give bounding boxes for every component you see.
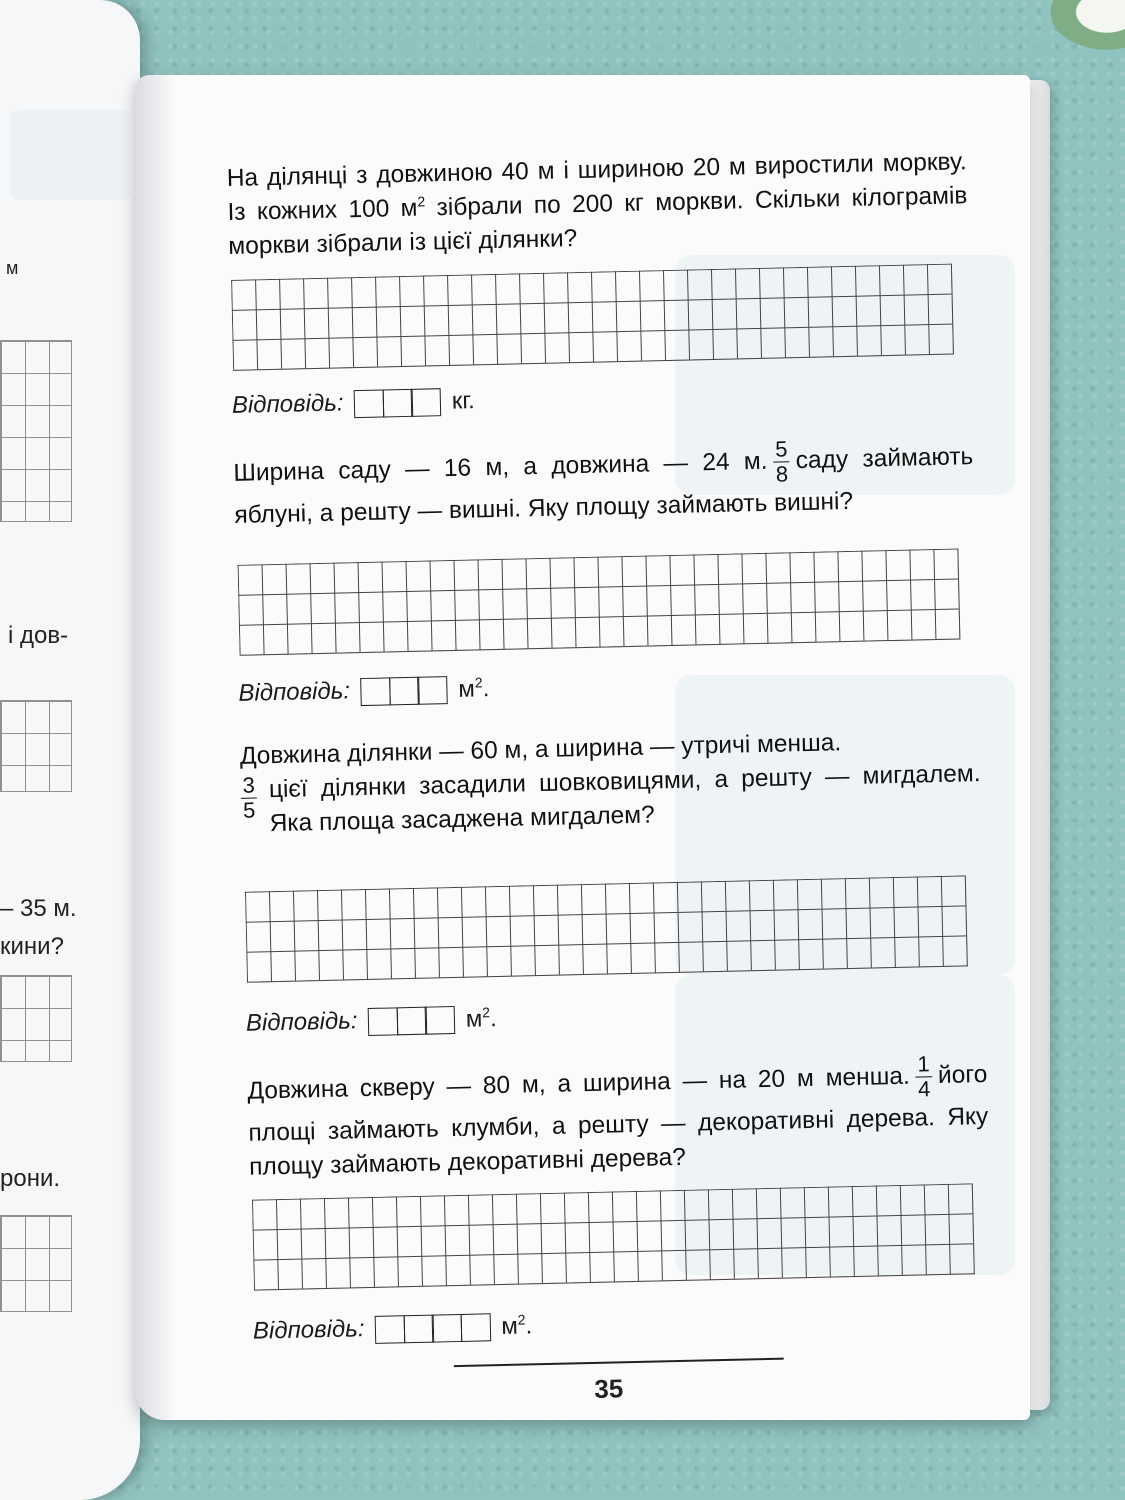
left-page [0,0,140,1500]
answer-digit-box[interactable] [360,677,391,706]
answer-boxes-1[interactable] [354,388,442,418]
answer-boxes-4[interactable] [375,1313,491,1344]
answer-label: Відповідь: [252,1315,365,1345]
problem-2-text: Ширина саду — 16 м, а довжина — 24 м. $\frac{5}{8}$ саду займають яблуні, а решту — вишні. Яку площу займають вишні? [233,436,974,529]
left-fragment-1: м [6,258,19,278]
fraction-1-4: $\frac{1}{4}$ [917,1051,931,1102]
left-grid-1 [0,340,72,522]
footer-rule [454,1358,784,1367]
answer-digit-box[interactable] [411,388,442,417]
answer-row-2 [238,674,489,708]
answer-unit: $м^2$. [465,1003,498,1033]
answer-boxes-3[interactable] [368,1006,456,1036]
answer-grid-3[interactable] [245,875,968,982]
page-content [225,83,1015,1420]
problem-2 [233,433,975,533]
fraction-5-8: $\frac{5}{8}$ [774,436,789,487]
left-grid-2 [0,700,72,792]
problem-1-text: На ділянці з довжиною 40 м і шириною 20 м виростили моркву. Із кожних 100 $м^2$ зібрали по 200 кг моркви. Скільки кілограмів моркви зібрали із цієї ділянки? [226,148,968,260]
answer-digit-box[interactable] [417,676,448,705]
answer-digit-box[interactable] [425,1006,456,1035]
answer-label: Відповідь: [238,677,351,707]
problem-4-text: Довжина скверу — 80 м, а ширина — на 20 м менша. $\frac{1}{4}$ його площі займають клумби, а решту — декоративні дерева. Яку площу займають декоративні дерева? [247,1051,989,1181]
answer-unit: $м^2$. [458,673,490,703]
problem-3-text: Довжина ділянки — 60 м, а ширина — утричі менша. $\frac{3}{5}$ цієї ділянки засадили шовковицями, а решту — мигдалем. Яка площа засаджена мигдалем? [239,729,981,838]
answer-label: Відповідь: [245,1007,358,1037]
answer-row-3 [246,1004,497,1038]
answer-grid-2[interactable] [238,548,961,655]
answer-digit-box[interactable] [396,1006,427,1035]
answer-digit-box[interactable] [389,676,420,705]
answer-digit-box[interactable] [382,388,413,417]
left-ghost-block [10,110,130,200]
left-fragment-5: рони. [0,1165,61,1192]
answer-row-1 [232,386,476,420]
page-gutter-shadow [135,75,175,1420]
answer-digit-box[interactable] [432,1314,463,1343]
answer-grid-1[interactable] [231,264,954,371]
left-fragment-2: і дов- [8,622,69,649]
answer-digit-box[interactable] [354,389,385,418]
answer-row-4 [253,1311,533,1346]
answer-digit-box[interactable] [368,1007,399,1036]
answer-digit-box[interactable] [460,1313,491,1342]
answer-digit-box[interactable] [403,1314,434,1343]
answer-grid-4[interactable] [252,1183,975,1290]
left-fragment-4: кини? [0,933,64,960]
left-grid-4 [0,1215,72,1312]
answer-label: Відповідь: [231,389,344,419]
answer-unit: $м^2$. [501,1311,533,1340]
fraction-3-5: $\frac{3}{5}$ [242,772,256,823]
answer-unit: кг. [451,387,476,415]
problem-1 [226,145,968,264]
left-grid-3 [0,975,72,1062]
background-flower [1035,0,1125,60]
problem-3 [240,723,982,842]
answer-digit-box[interactable] [375,1315,406,1344]
left-fragment-3: – 35 м. [0,895,77,922]
page-number: 35 [593,1373,624,1404]
problem-4 [247,1051,989,1185]
answer-boxes-2[interactable] [360,676,448,706]
